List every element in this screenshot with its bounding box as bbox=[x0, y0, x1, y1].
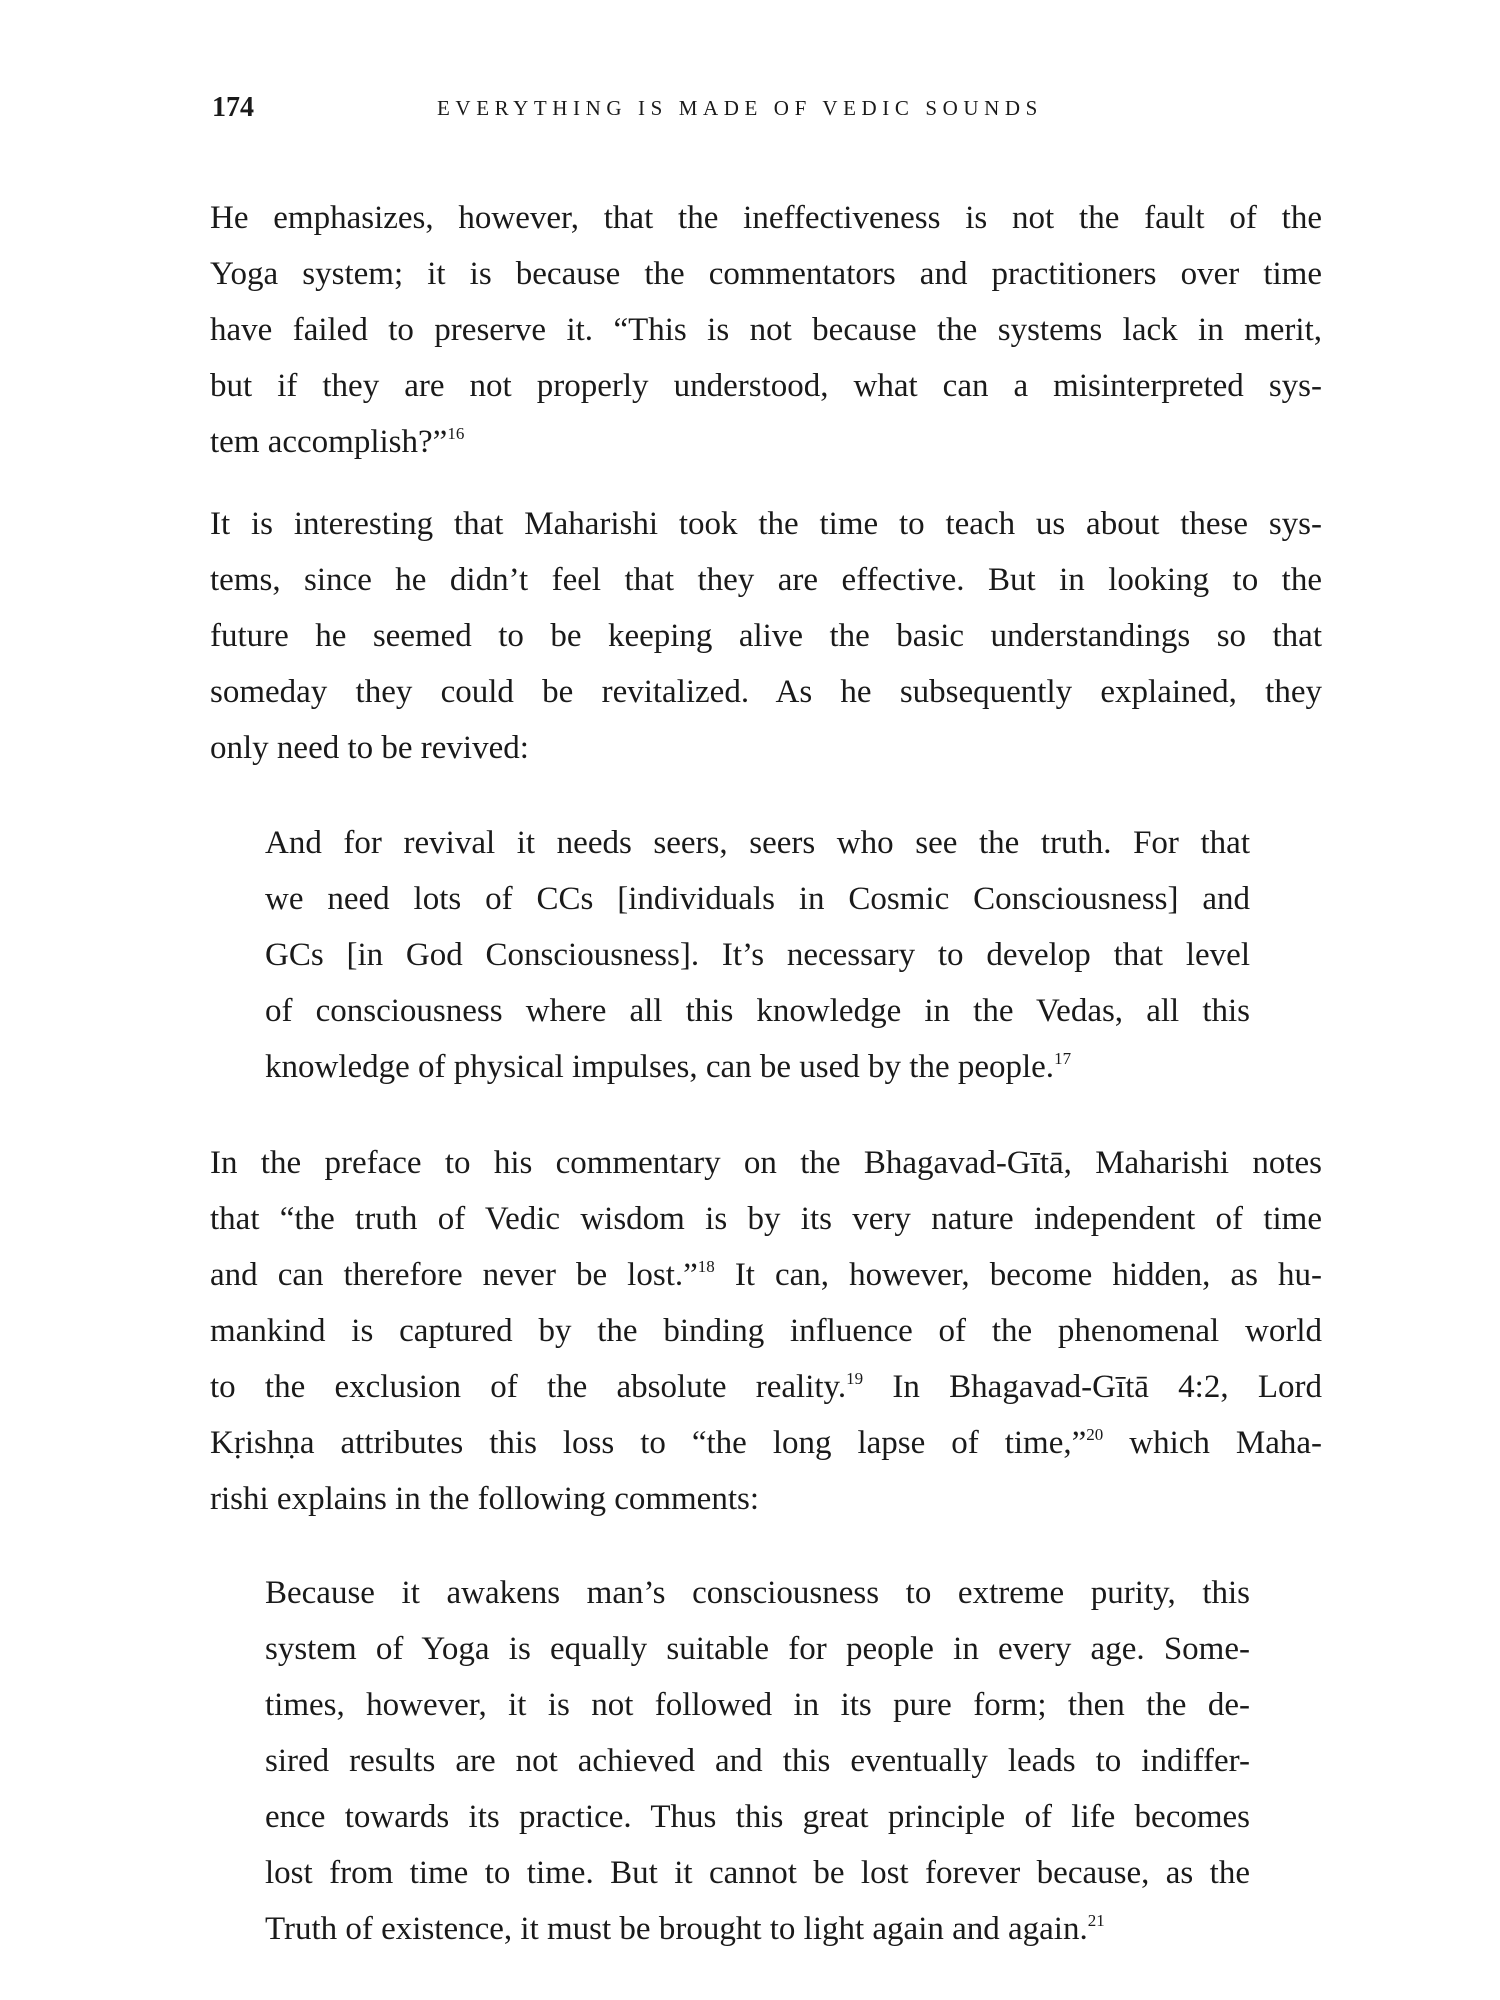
text-line: He emphasizes, however, that the ineffectiveness is not the fault of the bbox=[210, 200, 1322, 236]
text-line: future he seemed to be keeping alive the basic understandings so that bbox=[210, 618, 1322, 654]
text-line: but if they are not properly understood, what can a misinterpreted sys- bbox=[210, 368, 1322, 404]
quote-line: And for revival it needs seers, seers who see the truth. For that bbox=[265, 825, 1250, 861]
quote-line: ence towards its practice. Thus this great principle of life becomes bbox=[265, 1799, 1250, 1835]
footnote-ref-19: 19 bbox=[846, 1369, 864, 1388]
text-line: that “the truth of Vedic wisdom is by its very nature independent of time bbox=[210, 1201, 1322, 1237]
paragraph-2 bbox=[210, 496, 1322, 776]
text-segment: knowledge of physical impulses, can be used by the people. bbox=[265, 1049, 1055, 1085]
block-quote-1 bbox=[265, 815, 1250, 1095]
text-line-with-note bbox=[210, 414, 1322, 470]
text-segment: In Bhagavad-Gītā 4:2, Lord bbox=[863, 1369, 1323, 1405]
page-number: 174 bbox=[212, 92, 254, 123]
text-line: rishi explains in the following comments: bbox=[210, 1481, 760, 1517]
footnote-ref-16: 16 bbox=[447, 424, 465, 443]
quote-line-with-note bbox=[265, 1039, 1250, 1095]
text-line: Yoga system; it is because the commentators and practitioners over time bbox=[210, 256, 1322, 292]
footnote-ref-20: 20 bbox=[1086, 1425, 1104, 1444]
text-line-with-note bbox=[210, 1359, 1322, 1415]
text-segment: tem accomplish?” bbox=[210, 424, 448, 460]
quote-line-with-note bbox=[265, 1901, 1250, 1957]
text-segment: Kṛishṇa attributes this loss to “the long lapse of time,” bbox=[210, 1425, 1087, 1461]
quote-line: of consciousness where all this knowledge in the Vedas, all this bbox=[265, 993, 1250, 1029]
text-line: mankind is captured by the binding influence of the phenomenal world bbox=[210, 1313, 1322, 1349]
text-segment: to the exclusion of the absolute reality. bbox=[210, 1369, 847, 1405]
quote-line: times, however, it is not followed in its pure form; then the de- bbox=[265, 1687, 1250, 1723]
text-line: only need to be revived: bbox=[210, 730, 529, 766]
text-line-with-note bbox=[210, 1247, 1322, 1303]
quote-line: Because it awakens man’s consciousness to extreme purity, this bbox=[265, 1575, 1250, 1611]
footnote-ref-17: 17 bbox=[1054, 1049, 1072, 1068]
footnote-ref-18: 18 bbox=[697, 1257, 715, 1276]
quote-line: lost from time to time. But it cannot be lost forever because, as the bbox=[265, 1855, 1250, 1891]
block-quote-2 bbox=[265, 1565, 1250, 1957]
text-line: someday they could be revitalized. As he subsequently explained, they bbox=[210, 674, 1322, 710]
paragraph-3 bbox=[210, 1135, 1322, 1527]
quote-line: system of Yoga is equally suitable for people in every age. Some- bbox=[265, 1631, 1250, 1667]
text-segment: It can, however, become hidden, as hu- bbox=[714, 1257, 1322, 1293]
text-line: In the preface to his commentary on the Bhagavad-Gītā, Maharishi notes bbox=[210, 1145, 1322, 1181]
running-head bbox=[0, 88, 1500, 128]
quote-line: GCs [in God Consciousness]. It’s necessary to develop that level bbox=[265, 937, 1250, 973]
text-line: tems, since he didn’t feel that they are effective. But in looking to the bbox=[210, 562, 1322, 598]
footnote-ref-21: 21 bbox=[1087, 1911, 1105, 1930]
paragraph-1 bbox=[210, 190, 1322, 470]
running-title: EVERYTHING IS MADE OF VEDIC SOUNDS bbox=[437, 96, 1043, 120]
text-segment: and can therefore never be lost.” bbox=[210, 1257, 698, 1293]
quote-line: we need lots of CCs [individuals in Cosmic Consciousness] and bbox=[265, 881, 1250, 917]
text-line: have failed to preserve it. “This is not because the systems lack in merit, bbox=[210, 312, 1322, 348]
text-segment: Truth of existence, it must be brought to light again and again. bbox=[265, 1911, 1088, 1947]
text-line: It is interesting that Maharishi took the time to teach us about these sys- bbox=[210, 506, 1322, 542]
text-segment: which Maha- bbox=[1103, 1425, 1322, 1461]
text-line-with-note bbox=[210, 1415, 1322, 1471]
quote-line: sired results are not achieved and this eventually leads to indiffer- bbox=[265, 1743, 1250, 1779]
